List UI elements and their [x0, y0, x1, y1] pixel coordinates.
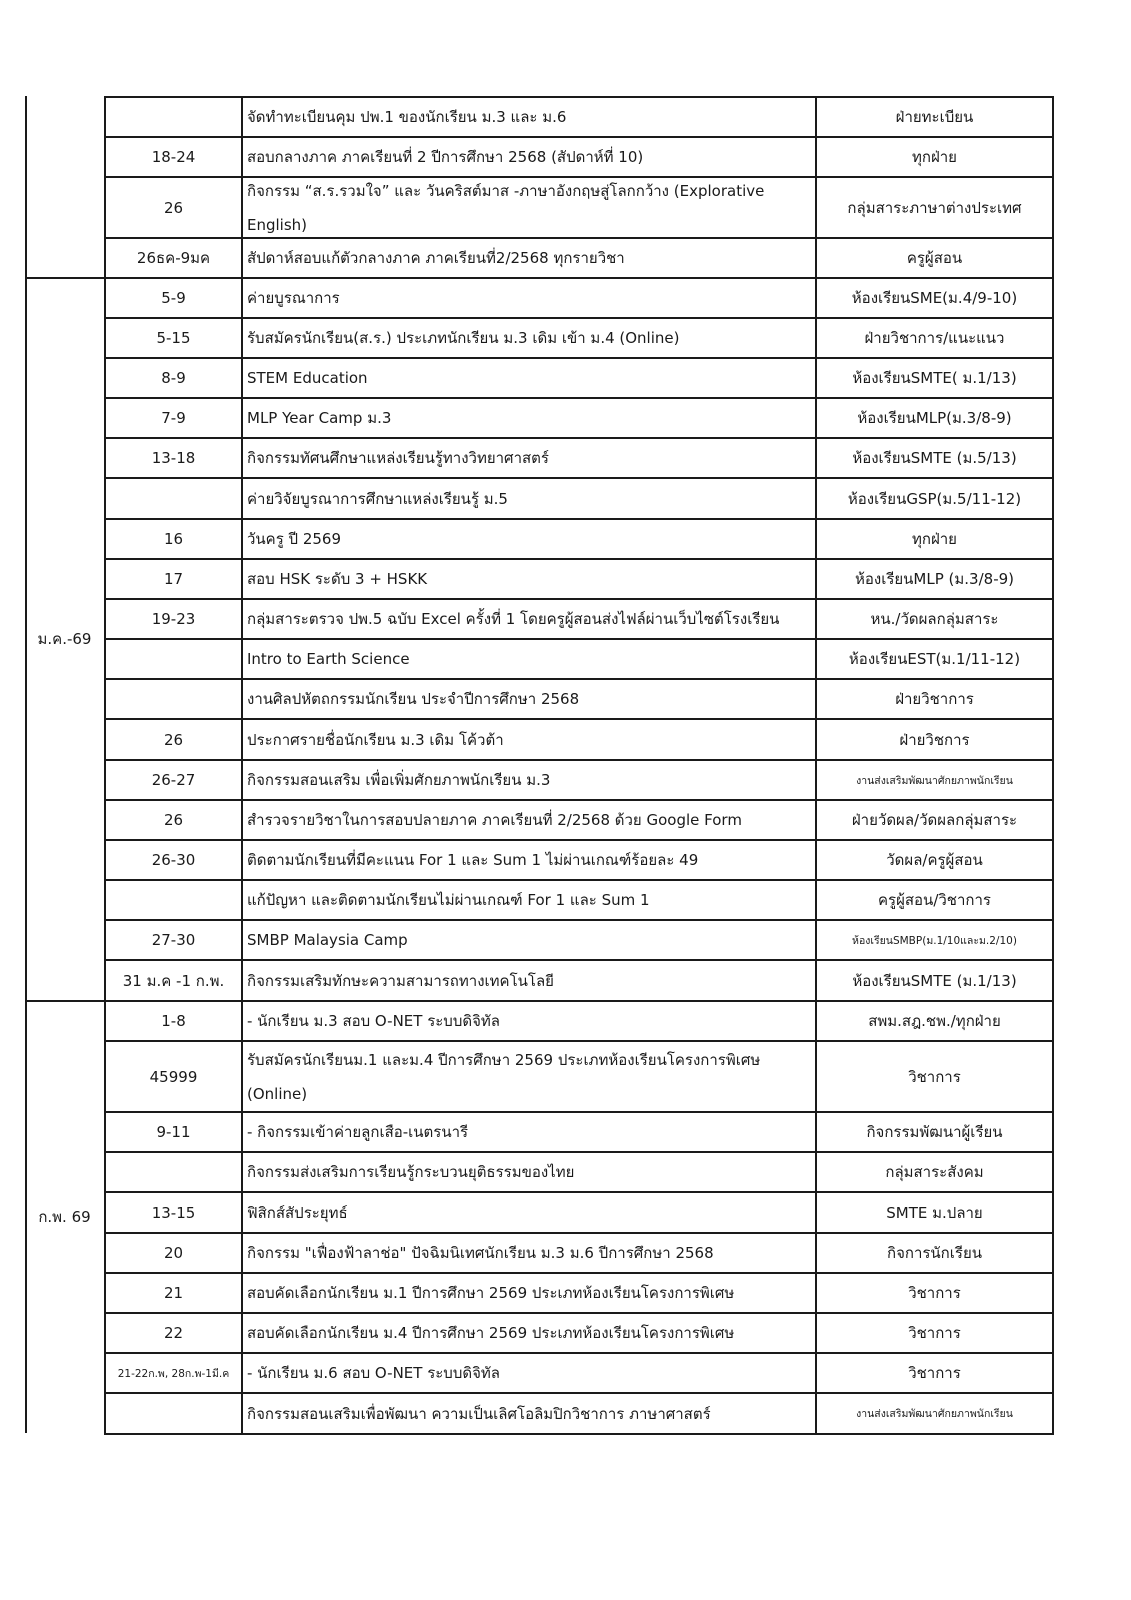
responsible-cell: ทุกฝ่าย [815, 136, 1054, 176]
responsible-cell: ทุกฝ่าย [815, 518, 1054, 558]
date-cell: 27-30 [104, 919, 241, 959]
activity-cell: สอบ HSK ระดับ 3 + HSKK [241, 558, 815, 598]
responsible-cell: ฝ่ายวิชาการ [815, 678, 1054, 718]
activity-cell: สอบกลางภาค ภาคเรียนที่ 2 ปีการศึกษา 2568 (สัปดาห์ที่ 10) [241, 136, 815, 176]
responsible-cell: ห้องเรียนSMTE (ม.1/13) [815, 959, 1054, 1000]
date-cell [104, 96, 241, 136]
table-row [104, 1000, 1054, 1040]
date-cell: 16 [104, 518, 241, 558]
date-cell: 20 [104, 1232, 241, 1272]
responsible-cell: ฝ่ายวิชการ [815, 718, 1054, 759]
responsible-cell: ฝ่ายวิชาการ/แนะแนว [815, 317, 1054, 357]
responsible-cell: ฝ่ายทะเบียน [815, 96, 1054, 136]
activity-cell: งานศิลปหัตถกรรมนักเรียน ประจำปีการศึกษา 2568 [241, 678, 815, 718]
activity-cell: กิจกรรม "เฟื่องฟ้าลาช่อ" ปัจฉิมนิเทศนักเรียน ม.3 ม.6 ปีการศึกษา 2568 [241, 1232, 815, 1272]
responsible-cell: ห้องเรียนEST(ม.1/11-12) [815, 638, 1054, 678]
activity-cell: สำรวจรายวิชาในการสอบปลายภาค ภาคเรียนที่ 2/2568 ด้วย Google Form [241, 799, 815, 839]
table-bottom-border [104, 1433, 1054, 1435]
responsible-cell: วิชาการ [815, 1352, 1054, 1392]
responsible-cell: กลุ่มสาระภาษาต่างประเทศ [815, 176, 1054, 237]
responsible-cell: ห้องเรียนSMTE (ม.5/13) [815, 437, 1054, 477]
date-cell: 1-8 [104, 1000, 241, 1040]
responsible-cell: ฝ่ายวัดผล/วัดผลกลุ่มสาระ [815, 799, 1054, 839]
activity-cell: สอบคัดเลือกนักเรียน ม.1 ปีการศึกษา 2569 ประเภทห้องเรียนโครงการพิเศษ [241, 1272, 815, 1312]
table-row [104, 518, 1054, 558]
date-cell: 26 [104, 176, 241, 237]
responsible-cell: วิชาการ [815, 1272, 1054, 1312]
activity-cell: กลุ่มสาระตรวจ ปพ.5 ฉบับ Excel ครั้งที่ 1 โดยครูผู้สอนส่งไฟล์ผ่านเว็บไซต์โรงเรียน [241, 598, 815, 638]
activity-cell: - นักเรียน ม.6 สอบ O-NET ระบบดิจิทัล [241, 1352, 815, 1392]
date-cell: 45999 [104, 1040, 241, 1111]
table-row [104, 136, 1054, 176]
responsible-cell: ห้องเรียนSMBP(ม.1/10และม.2/10) [815, 919, 1054, 959]
activity-cell: สัปดาห์สอบแก้ตัวกลางภาค ภาคเรียนที่2/2568 ทุกรายวิชา [241, 237, 815, 277]
table-row [104, 1111, 1054, 1151]
responsible-cell: ห้องเรียนSME(ม.4/9-10) [815, 277, 1054, 317]
date-cell: 21 [104, 1272, 241, 1312]
table-row [104, 1312, 1054, 1352]
date-cell: 26 [104, 799, 241, 839]
table-row [104, 879, 1054, 919]
activity-cell: STEM Education [241, 357, 815, 397]
responsible-cell: วิชาการ [815, 1040, 1054, 1111]
date-cell: 26 [104, 718, 241, 759]
activity-cell: แก้ปัญหา และติดตามนักเรียนไม่ผ่านเกณฑ์ For 1 และ Sum 1 [241, 879, 815, 919]
date-cell: 26ธค-9มค [104, 237, 241, 277]
table-row [104, 237, 1054, 277]
responsible-cell: กิจกรรมพัฒนาผู้เรียน [815, 1111, 1054, 1151]
activity-cell: รับสมัครนักเรียน(ส.ร.) ประเภทนักเรียน ม.3 เดิม เข้า ม.4 (Online) [241, 317, 815, 357]
table-row [104, 1040, 1054, 1111]
table-row [104, 718, 1054, 759]
responsible-cell: SMTE ม.ปลาย [815, 1191, 1054, 1232]
date-cell: 13-18 [104, 437, 241, 477]
date-cell: 26-27 [104, 759, 241, 799]
responsible-cell: กลุ่มสาระสังคม [815, 1151, 1054, 1191]
table-row [104, 1352, 1054, 1392]
responsible-cell: ครูผู้สอน [815, 237, 1054, 277]
activity-cell: Intro to Earth Science [241, 638, 815, 678]
table-row [104, 759, 1054, 799]
table-row [104, 799, 1054, 839]
table-row [104, 919, 1054, 959]
responsible-cell: งานส่งเสริมพัฒนาศักยภาพนักเรียน [815, 1392, 1054, 1433]
table-row [104, 598, 1054, 638]
date-cell: 9-11 [104, 1111, 241, 1151]
activity-cell: กิจกรรม “ส.ร.รวมใจ” และ วันคริสต์มาส -ภาษาอังกฤษสู่โลกกว้าง (Explorative English) [241, 176, 815, 237]
date-cell: 22 [104, 1312, 241, 1352]
month-label [25, 96, 104, 277]
activity-cell: - นักเรียน ม.3 สอบ O-NET ระบบดิจิทัล [241, 1000, 815, 1040]
activity-cell: ประกาศรายชื่อนักเรียน ม.3 เดิม โค้วต้า [241, 718, 815, 759]
date-cell [104, 678, 241, 718]
activity-cell: จัดทำทะเบียนคุม ปพ.1 ของนักเรียน ม.3 และ ม.6 [241, 96, 815, 136]
responsible-cell: ห้องเรียนSMTE( ม.1/13) [815, 357, 1054, 397]
date-cell [104, 879, 241, 919]
date-cell: 17 [104, 558, 241, 598]
activity-cell: รับสมัครนักเรียนม.1 และม.4 ปีการศึกษา 2569 ประเภทห้องเรียนโครงการพิเศษ (Online) [241, 1040, 815, 1111]
date-cell: 8-9 [104, 357, 241, 397]
activity-cell: กิจกรรมทัศนศึกษาแหล่งเรียนรู้ทางวิทยาศาสตร์ [241, 437, 815, 477]
month-divider [25, 1000, 104, 1002]
responsible-cell: งานส่งเสริมพัฒนาศักยภาพนักเรียน [815, 759, 1054, 799]
table-row [104, 678, 1054, 718]
table-row [104, 477, 1054, 518]
table-row [104, 1151, 1054, 1191]
month-label: ก.พ. 69 [38, 1207, 91, 1226]
table-row [104, 397, 1054, 437]
activity-cell: กิจกรรมสอนเสริม เพื่อเพิ่มศักยภาพนักเรียน ม.3 [241, 759, 815, 799]
table-row [104, 959, 1054, 1000]
responsible-cell: ห้องเรียนMLP (ม.3/8-9) [815, 558, 1054, 598]
activity-cell: - กิจกรรมเข้าค่ายลูกเสือ-เนตรนารี [241, 1111, 815, 1151]
table-row [104, 357, 1054, 397]
activity-cell: ค่ายวิจัยบูรณาการศึกษาแหล่งเรียนรู้ ม.5 [241, 477, 815, 518]
responsible-cell: หน./วัดผลกลุ่มสาระ [815, 598, 1054, 638]
table-row [104, 1272, 1054, 1312]
table-row [104, 437, 1054, 477]
activity-cell: ฟิสิกส์สัประยุทธ์ [241, 1191, 815, 1232]
activity-cell: MLP Year Camp ม.3 [241, 397, 815, 437]
activity-cell: กิจกรรมสอนเสริมเพื่อพัฒนา ความเป็นเลิศโอลิมปิกวิชาการ ภาษาศาสตร์ [241, 1392, 815, 1433]
month-column-border [25, 96, 27, 1433]
table-row [104, 558, 1054, 598]
date-cell: 5-15 [104, 317, 241, 357]
date-cell: 18-24 [104, 136, 241, 176]
table-row [104, 638, 1054, 678]
date-cell: 31 ม.ค -1 ก.พ. [104, 959, 241, 1000]
date-cell: 19-23 [104, 598, 241, 638]
activity-cell: SMBP Malaysia Camp [241, 919, 815, 959]
responsible-cell: ห้องเรียนMLP(ม.3/8-9) [815, 397, 1054, 437]
responsible-cell: กิจการนักเรียน [815, 1232, 1054, 1272]
responsible-cell: ห้องเรียนGSP(ม.5/11-12) [815, 477, 1054, 518]
date-cell [104, 638, 241, 678]
month-label: ม.ค.-69 [37, 629, 92, 648]
date-cell [104, 1151, 241, 1191]
activity-cell: ค่ายบูรณาการ [241, 277, 815, 317]
date-cell: 21-22ก.พ, 28ก.พ-1มี.ค [104, 1352, 241, 1392]
responsible-cell: วิชาการ [815, 1312, 1054, 1352]
table-row [104, 96, 1054, 136]
date-cell: 5-9 [104, 277, 241, 317]
date-cell [104, 477, 241, 518]
activity-cell: วันครู ปี 2569 [241, 518, 815, 558]
responsible-cell: วัดผล/ครูผู้สอน [815, 839, 1054, 879]
responsible-cell: สพม.สฎ.ชพ./ทุกฝ่าย [815, 1000, 1054, 1040]
activity-cell: กิจกรรมเสริมทักษะความสามารถทางเทคโนโลยี [241, 959, 815, 1000]
table-row [104, 317, 1054, 357]
date-cell: 26-30 [104, 839, 241, 879]
date-cell: 7-9 [104, 397, 241, 437]
table-row [104, 277, 1054, 317]
table-row [104, 1232, 1054, 1272]
responsible-cell: ครูผู้สอน/วิชาการ [815, 879, 1054, 919]
table-row [104, 176, 1054, 237]
table-row [104, 839, 1054, 879]
month-divider [25, 277, 104, 279]
date-cell [104, 1392, 241, 1433]
activity-cell: กิจกรรมส่งเสริมการเรียนรู้กระบวนยุติธรรมของไทย [241, 1151, 815, 1191]
activity-cell: ติดตามนักเรียนที่มีคะแนน For 1 และ Sum 1 ไม่ผ่านเกณฑ์ร้อยละ 49 [241, 839, 815, 879]
date-cell: 13-15 [104, 1191, 241, 1232]
activity-cell: สอบคัดเลือกนักเรียน ม.4 ปีการศึกษา 2569 ประเภทห้องเรียนโครงการพิเศษ [241, 1312, 815, 1352]
table-row [104, 1191, 1054, 1232]
table-row [104, 1392, 1054, 1433]
